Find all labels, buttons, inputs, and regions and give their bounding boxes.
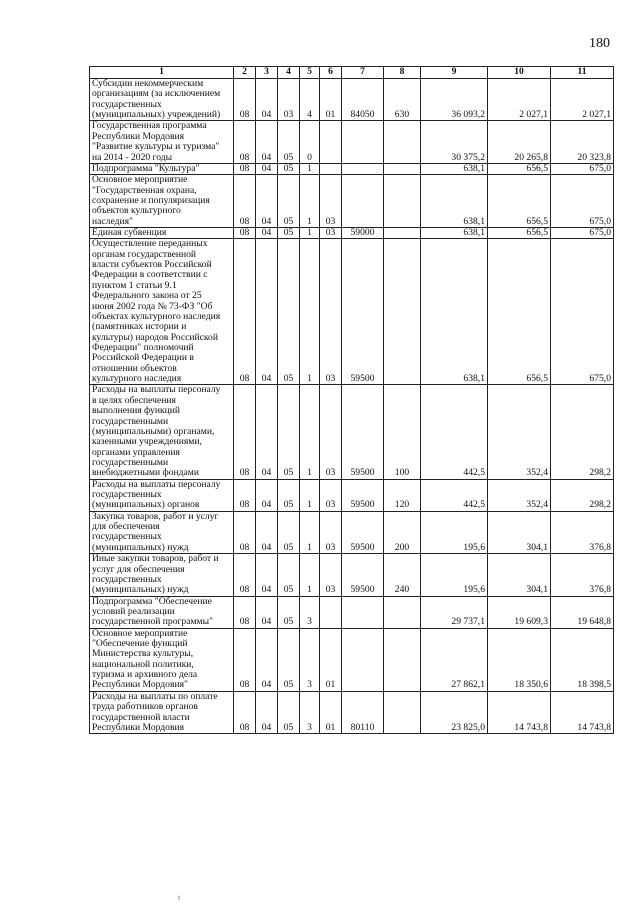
cell-col-6: 03: [320, 228, 342, 239]
cell-col-5: 1: [300, 175, 320, 228]
cell-col-10: 352,4: [488, 479, 551, 511]
cell-col-2: 08: [234, 511, 256, 553]
cell-col-2: 08: [234, 691, 256, 733]
cell-col-3: 04: [256, 175, 278, 228]
cell-col-3: 04: [256, 163, 278, 174]
cell-col-10: 352,4: [488, 385, 551, 479]
cell-col-2: 08: [234, 163, 256, 174]
page-number: 180: [589, 36, 610, 51]
row-label: Основное мероприятие "Государственная охрана, сохранение и популяризация объектов культурного наследия": [90, 175, 234, 228]
table-header: [90, 67, 614, 79]
cell-col-4: 05: [278, 691, 300, 733]
cell-col-3: 04: [256, 121, 278, 163]
cell-col-11: 19 648,8: [551, 596, 614, 628]
cell-col-8: 240: [384, 554, 421, 596]
cell-col-7: 59500: [342, 239, 384, 385]
row-label: Единая субвенция: [90, 228, 234, 239]
cell-col-10: 19 609,3: [488, 596, 551, 628]
row-label: Закупка товаров, работ и услуг для обеспечения государственных (муниципальных) нужд: [90, 511, 234, 553]
cell-col-11: 376,8: [551, 554, 614, 596]
table-row: [90, 628, 614, 691]
cell-col-7: 59000: [342, 228, 384, 239]
cell-col-11: 376,8: [551, 511, 614, 553]
cell-col-10: 14 743,8: [488, 691, 551, 733]
table-row: [90, 79, 614, 121]
cell-col-3: 04: [256, 239, 278, 385]
cell-col-6: 03: [320, 175, 342, 228]
cell-col-7: [342, 596, 384, 628]
cell-col-2: 08: [234, 479, 256, 511]
budget-table: [89, 66, 614, 734]
cell-col-5: 1: [300, 228, 320, 239]
cell-col-10: 656,5: [488, 239, 551, 385]
cell-col-3: 04: [256, 554, 278, 596]
cell-col-9: 442,5: [421, 479, 488, 511]
column-header-2: 2: [234, 67, 256, 79]
cell-col-8: [384, 239, 421, 385]
cell-col-6: 03: [320, 239, 342, 385]
cell-col-5: 1: [300, 511, 320, 553]
column-header-1: 1: [90, 67, 234, 79]
cell-col-10: 656,5: [488, 228, 551, 239]
row-label: Расходы на выплаты по оплате труда работников органов государственной власти Республики Мордовия: [90, 691, 234, 733]
cell-col-9: 638,1: [421, 239, 488, 385]
cell-col-4: 05: [278, 239, 300, 385]
cell-col-11: 20 323,8: [551, 121, 614, 163]
cell-col-11: 298,2: [551, 385, 614, 479]
cell-col-11: 14 743,8: [551, 691, 614, 733]
cell-col-11: 18 398,5: [551, 628, 614, 691]
header-row: [90, 67, 614, 79]
cell-col-9: 195,6: [421, 511, 488, 553]
cell-col-3: 04: [256, 628, 278, 691]
cell-col-10: 656,5: [488, 175, 551, 228]
column-header-3: 3: [256, 67, 278, 79]
column-header-8: 8: [384, 67, 421, 79]
cell-col-3: 04: [256, 79, 278, 121]
cell-col-5: 0: [300, 121, 320, 163]
cell-col-2: 08: [234, 228, 256, 239]
cell-col-9: 638,1: [421, 163, 488, 174]
table-row: [90, 163, 614, 174]
cell-col-3: 04: [256, 511, 278, 553]
cell-col-3: 04: [256, 479, 278, 511]
cell-col-10: 18 350,6: [488, 628, 551, 691]
cell-col-9: 30 375,2: [421, 121, 488, 163]
cell-col-5: 3: [300, 691, 320, 733]
cell-col-8: 100: [384, 385, 421, 479]
cell-col-8: 630: [384, 79, 421, 121]
cell-col-6: 03: [320, 479, 342, 511]
cell-col-2: 08: [234, 628, 256, 691]
cell-col-2: 08: [234, 596, 256, 628]
cell-col-2: 08: [234, 239, 256, 385]
cell-col-10: 2 027,1: [488, 79, 551, 121]
cell-col-8: [384, 691, 421, 733]
cell-col-11: 675,0: [551, 163, 614, 174]
cell-col-7: 59500: [342, 385, 384, 479]
cell-col-8: [384, 121, 421, 163]
cell-col-9: 442,5: [421, 385, 488, 479]
cell-col-7: [342, 175, 384, 228]
cell-col-10: 656,5: [488, 163, 551, 174]
table-row: [90, 479, 614, 511]
cell-col-8: [384, 175, 421, 228]
cell-col-5: 1: [300, 479, 320, 511]
cell-col-4: 05: [278, 385, 300, 479]
cell-col-5: 1: [300, 163, 320, 174]
cell-col-5: 4: [300, 79, 320, 121]
cell-col-7: 59500: [342, 479, 384, 511]
footer-mark: t: [178, 893, 181, 902]
cell-col-9: 195,6: [421, 554, 488, 596]
cell-col-6: [320, 596, 342, 628]
cell-col-3: 04: [256, 385, 278, 479]
table-row: [90, 121, 614, 163]
cell-col-9: 29 737,1: [421, 596, 488, 628]
cell-col-9: 36 093,2: [421, 79, 488, 121]
cell-col-6: 03: [320, 511, 342, 553]
row-label: Осуществление переданных органам государственной власти субъектов Российской Федерации в соответствии с пунктом 1 статьи 9.1 Федерального закона от 25 июня 2002 года № 73-ФЗ "Об объектах культурного наследия (памятниках истории и культуры) народов Российской Федерации" полномочий Российской Федерации в отношении объектов культурного наследия: [90, 239, 234, 385]
cell-col-8: 200: [384, 511, 421, 553]
column-header-7: 7: [342, 67, 384, 79]
cell-col-11: 2 027,1: [551, 79, 614, 121]
cell-col-10: 304,1: [488, 511, 551, 553]
cell-col-7: 59500: [342, 511, 384, 553]
column-header-11: 11: [551, 67, 614, 79]
cell-col-6: 03: [320, 554, 342, 596]
cell-col-9: 638,1: [421, 175, 488, 228]
cell-col-3: 04: [256, 596, 278, 628]
cell-col-8: [384, 628, 421, 691]
cell-col-11: 675,0: [551, 228, 614, 239]
table-row: [90, 511, 614, 553]
table-row: [90, 228, 614, 239]
cell-col-4: 05: [278, 511, 300, 553]
row-label: Субсидии некоммерческим организациям (за исключением государственных (муниципальных) учреждений): [90, 79, 234, 121]
cell-col-3: 04: [256, 228, 278, 239]
row-label: Иные закупки товаров, работ и услуг для обеспечения государственных (муниципальных) нужд: [90, 554, 234, 596]
cell-col-8: [384, 163, 421, 174]
cell-col-7: [342, 121, 384, 163]
cell-col-5: 1: [300, 239, 320, 385]
cell-col-11: 675,0: [551, 239, 614, 385]
column-header-4: 4: [278, 67, 300, 79]
cell-col-2: 08: [234, 121, 256, 163]
column-header-9: 9: [421, 67, 488, 79]
cell-col-6: [320, 163, 342, 174]
table-row: [90, 385, 614, 479]
row-label: Государственная программа Республики Мордовия "Развитие культуры и туризма" на 2014 - 2020 годы: [90, 121, 234, 163]
table-row: [90, 239, 614, 385]
cell-col-2: 08: [234, 79, 256, 121]
cell-col-8: [384, 596, 421, 628]
cell-col-7: 59500: [342, 554, 384, 596]
cell-col-4: 05: [278, 596, 300, 628]
cell-col-2: 08: [234, 554, 256, 596]
table-row: [90, 554, 614, 596]
row-label: Расходы на выплаты персоналу государственных (муниципальных) органов: [90, 479, 234, 511]
cell-col-9: 27 862,1: [421, 628, 488, 691]
cell-col-8: [384, 228, 421, 239]
cell-col-6: 01: [320, 691, 342, 733]
row-label: Расходы на выплаты персоналу в целях обеспечения выполнения функций государственными (муниципальными) органами, казенными учреждениями, органами управления государственными внебюджетными фондами: [90, 385, 234, 479]
cell-col-4: 05: [278, 628, 300, 691]
cell-col-4: 05: [278, 121, 300, 163]
table-body: [90, 79, 614, 734]
cell-col-2: 08: [234, 175, 256, 228]
cell-col-5: 1: [300, 385, 320, 479]
cell-col-4: 05: [278, 554, 300, 596]
cell-col-4: 05: [278, 479, 300, 511]
cell-col-2: 08: [234, 385, 256, 479]
table-row: [90, 175, 614, 228]
cell-col-6: 03: [320, 385, 342, 479]
cell-col-7: [342, 163, 384, 174]
cell-col-5: 1: [300, 554, 320, 596]
cell-col-9: 23 825,0: [421, 691, 488, 733]
cell-col-7: [342, 628, 384, 691]
column-header-10: 10: [488, 67, 551, 79]
column-header-6: 6: [320, 67, 342, 79]
cell-col-8: 120: [384, 479, 421, 511]
cell-col-3: 04: [256, 691, 278, 733]
cell-col-7: 84050: [342, 79, 384, 121]
table-row: [90, 596, 614, 628]
cell-col-4: 05: [278, 228, 300, 239]
cell-col-11: 298,2: [551, 479, 614, 511]
cell-col-11: 675,0: [551, 175, 614, 228]
row-label: Подпрограмма "Культура": [90, 163, 234, 174]
cell-col-5: 3: [300, 628, 320, 691]
cell-col-4: 05: [278, 175, 300, 228]
table-row: [90, 691, 614, 733]
cell-col-10: 304,1: [488, 554, 551, 596]
cell-col-4: 03: [278, 79, 300, 121]
row-label: Основное мероприятие "Обеспечение функций Министерства культуры, национальной политики, туризма и архивного дела Республики Мордовия": [90, 628, 234, 691]
cell-col-6: 01: [320, 628, 342, 691]
cell-col-6: 01: [320, 79, 342, 121]
cell-col-5: 3: [300, 596, 320, 628]
cell-col-4: 05: [278, 163, 300, 174]
cell-col-6: [320, 121, 342, 163]
row-label: Подпрограмма "Обеспечение условий реализации государственной программы": [90, 596, 234, 628]
column-header-5: 5: [300, 67, 320, 79]
cell-col-9: 638,1: [421, 228, 488, 239]
cell-col-10: 20 265,8: [488, 121, 551, 163]
cell-col-7: 80110: [342, 691, 384, 733]
